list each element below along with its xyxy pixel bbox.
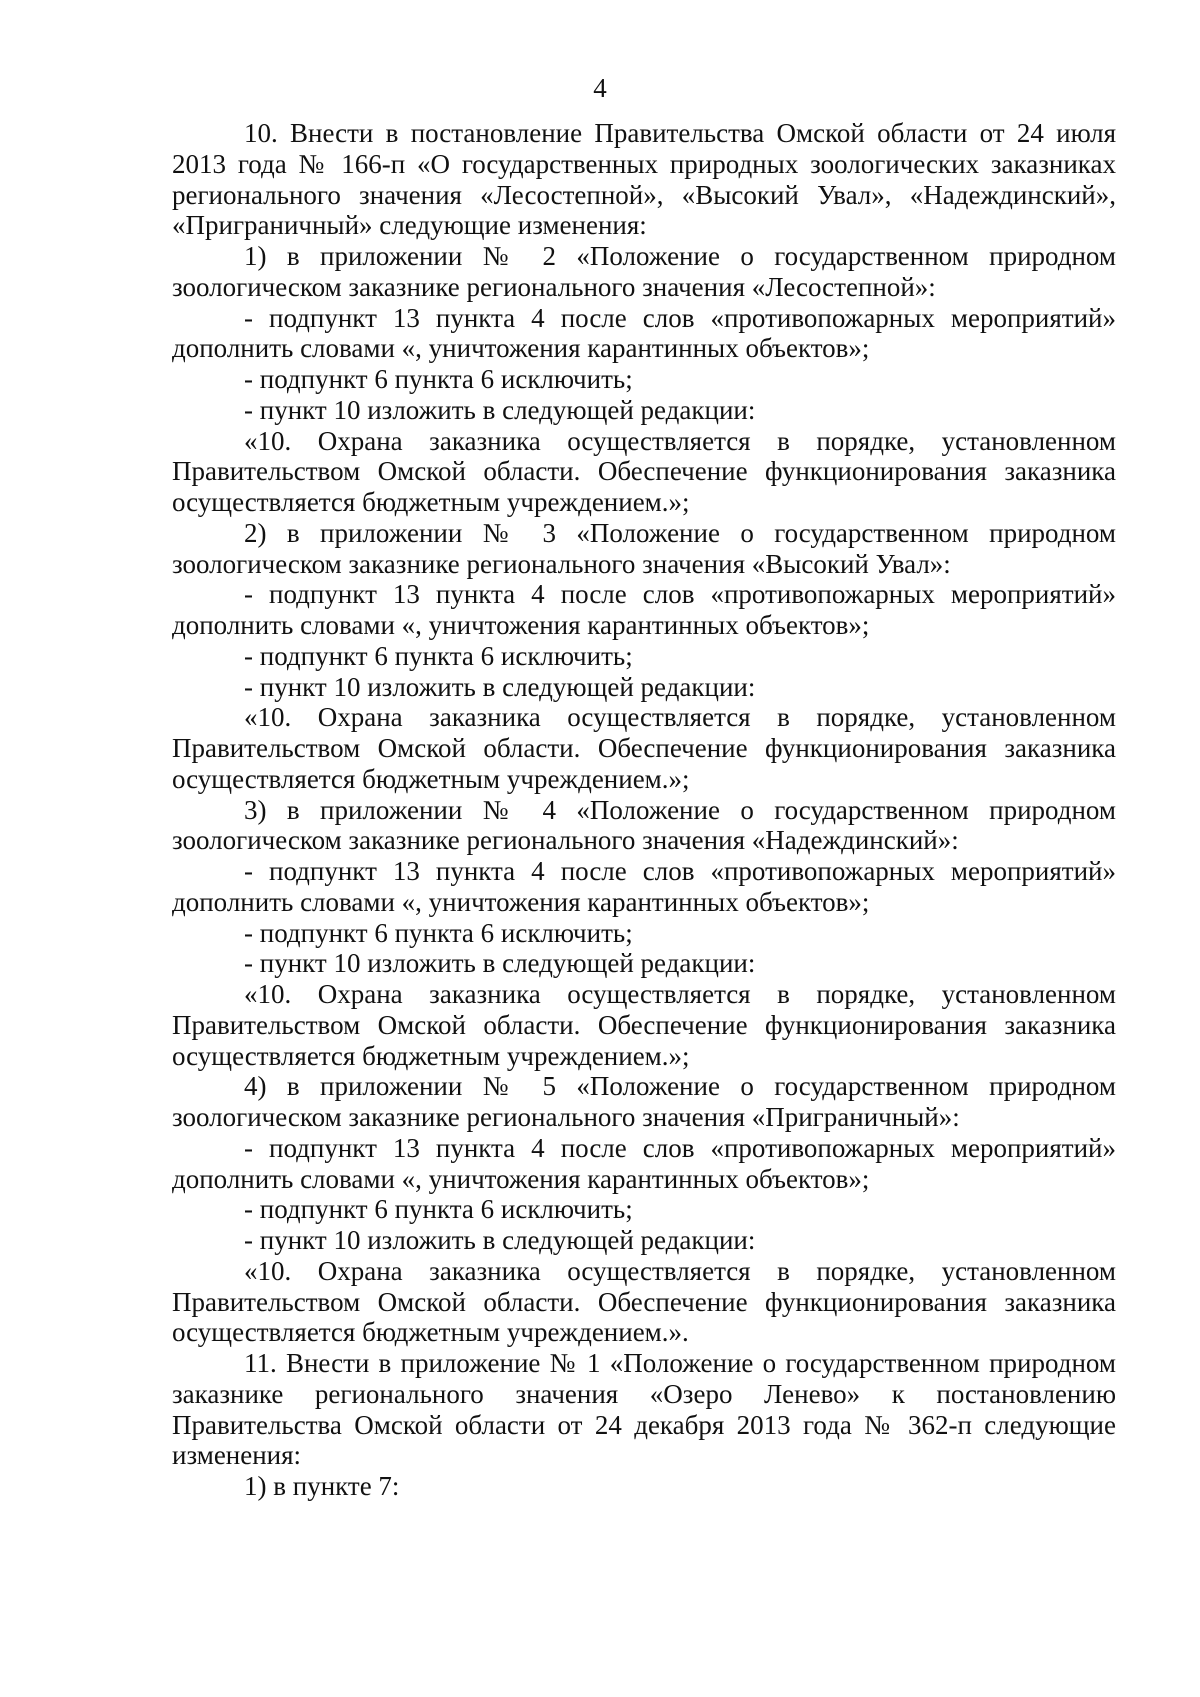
paragraph-item-11: 11. Внести в приложение № 1 «Положение о государственном природном заказнике регионального значения «Озеро Ленево» к постановлению Правительства Омской области от 24 декабря 2013 года № 362-п следующие изменения: xyxy=(172,1348,1116,1471)
amendment-subpoint-13: - подпункт 13 пункта 4 после слов «противопожарных мероприятий» дополнить словами «, уничтожения карантинных объектов»; xyxy=(172,579,1116,640)
amendment-point-10-heading: - пункт 10 изложить в следующей редакции: xyxy=(244,1225,756,1255)
amendment-subpoint-13: - подпункт 13 пункта 4 после слов «противопожарных мероприятий» дополнить словами «, уничтожения карантинных объектов»; xyxy=(172,1132,1116,1194)
amendment-point-10-text: «10. Охрана заказника осуществляется в порядке, установленном Правительством Омской области. Обеспечение функционирования заказника осуществляется бюджетным учреждением.»; xyxy=(172,979,1116,1071)
subitem-3-appendix-4: 3) в приложении № 4 «Положение о государственном природном зоологическом заказнике регионального значения «Надеждинский»: xyxy=(172,794,1116,856)
page-number: 4 xyxy=(593,73,607,103)
amendment-subpoint-6-exclude: - подпункт 6 пункта 6 исключить; xyxy=(244,640,633,671)
amendment-point-10-heading: - пункт 10 изложить в следующей редакции: xyxy=(244,948,756,979)
paragraph-item-10: 10. Внести в постановление Правительства Омской области от 24 июля 2013 года № 166-п «О государственных природных зоологических заказниках регионального значения «Лесостепной», «Высокий Увал», «Надеждинский», «Приграничный» следующие изменения: xyxy=(172,118,1116,241)
subitem-4-appendix-5: 4) в приложении № 5 «Положение о государственном природном зоологическом заказнике регионального значения «Приграничный»: xyxy=(172,1071,1116,1132)
amendment-subpoint-13: - подпункт 13 пункта 4 после слов «противопожарных мероприятий» дополнить словами «, уничтожения карантинных объектов»; xyxy=(172,856,1116,917)
subitem-1-point-7: 1) в пункте 7: xyxy=(244,1471,400,1501)
amendment-point-10-heading: - пункт 10 изложить в следующей редакции: xyxy=(244,394,756,425)
amendment-point-10-text: «10. Охрана заказника осуществляется в порядке, установленном Правительством Омской области. Обеспечение функционирования заказника осуществляется бюджетным учреждением.». xyxy=(172,1255,1116,1348)
subitem-1-appendix-2: 1) в приложении № 2 «Положение о государственном природном зоологическом заказнике регионального значения «Лесостепной»: xyxy=(172,241,1116,302)
amendment-subpoint-6-exclude: - подпункт 6 пункта 6 исключить; xyxy=(244,917,633,948)
amendment-subpoint-6-exclude: - подпункт 6 пункта 6 исключить; xyxy=(244,364,633,394)
amendment-point-10-heading: - пункт 10 изложить в следующей редакции: xyxy=(244,671,756,702)
document-body xyxy=(172,118,1116,1502)
amendment-point-10-text: «10. Охрана заказника осуществляется в порядке, установленном Правительством Омской области. Обеспечение функционирования заказника осуществляется бюджетным учреждением.»; xyxy=(172,702,1116,794)
amendment-point-10-text: «10. Охрана заказника осуществляется в порядке, установленном Правительством Омской области. Обеспечение функционирования заказника осуществляется бюджетным учреждением.»; xyxy=(172,425,1116,517)
subitem-2-appendix-3: 2) в приложении № 3 «Положение о государственном природном зоологическом заказнике регионального значения «Высокий Увал»: xyxy=(172,517,1116,579)
amendment-subpoint-6-exclude: - подпункт 6 пункта 6 исключить; xyxy=(244,1194,633,1225)
amendment-subpoint-13: - подпункт 13 пункта 4 после слов «противопожарных мероприятий» дополнить словами «, уничтожения карантинных объектов»; xyxy=(172,302,1116,364)
